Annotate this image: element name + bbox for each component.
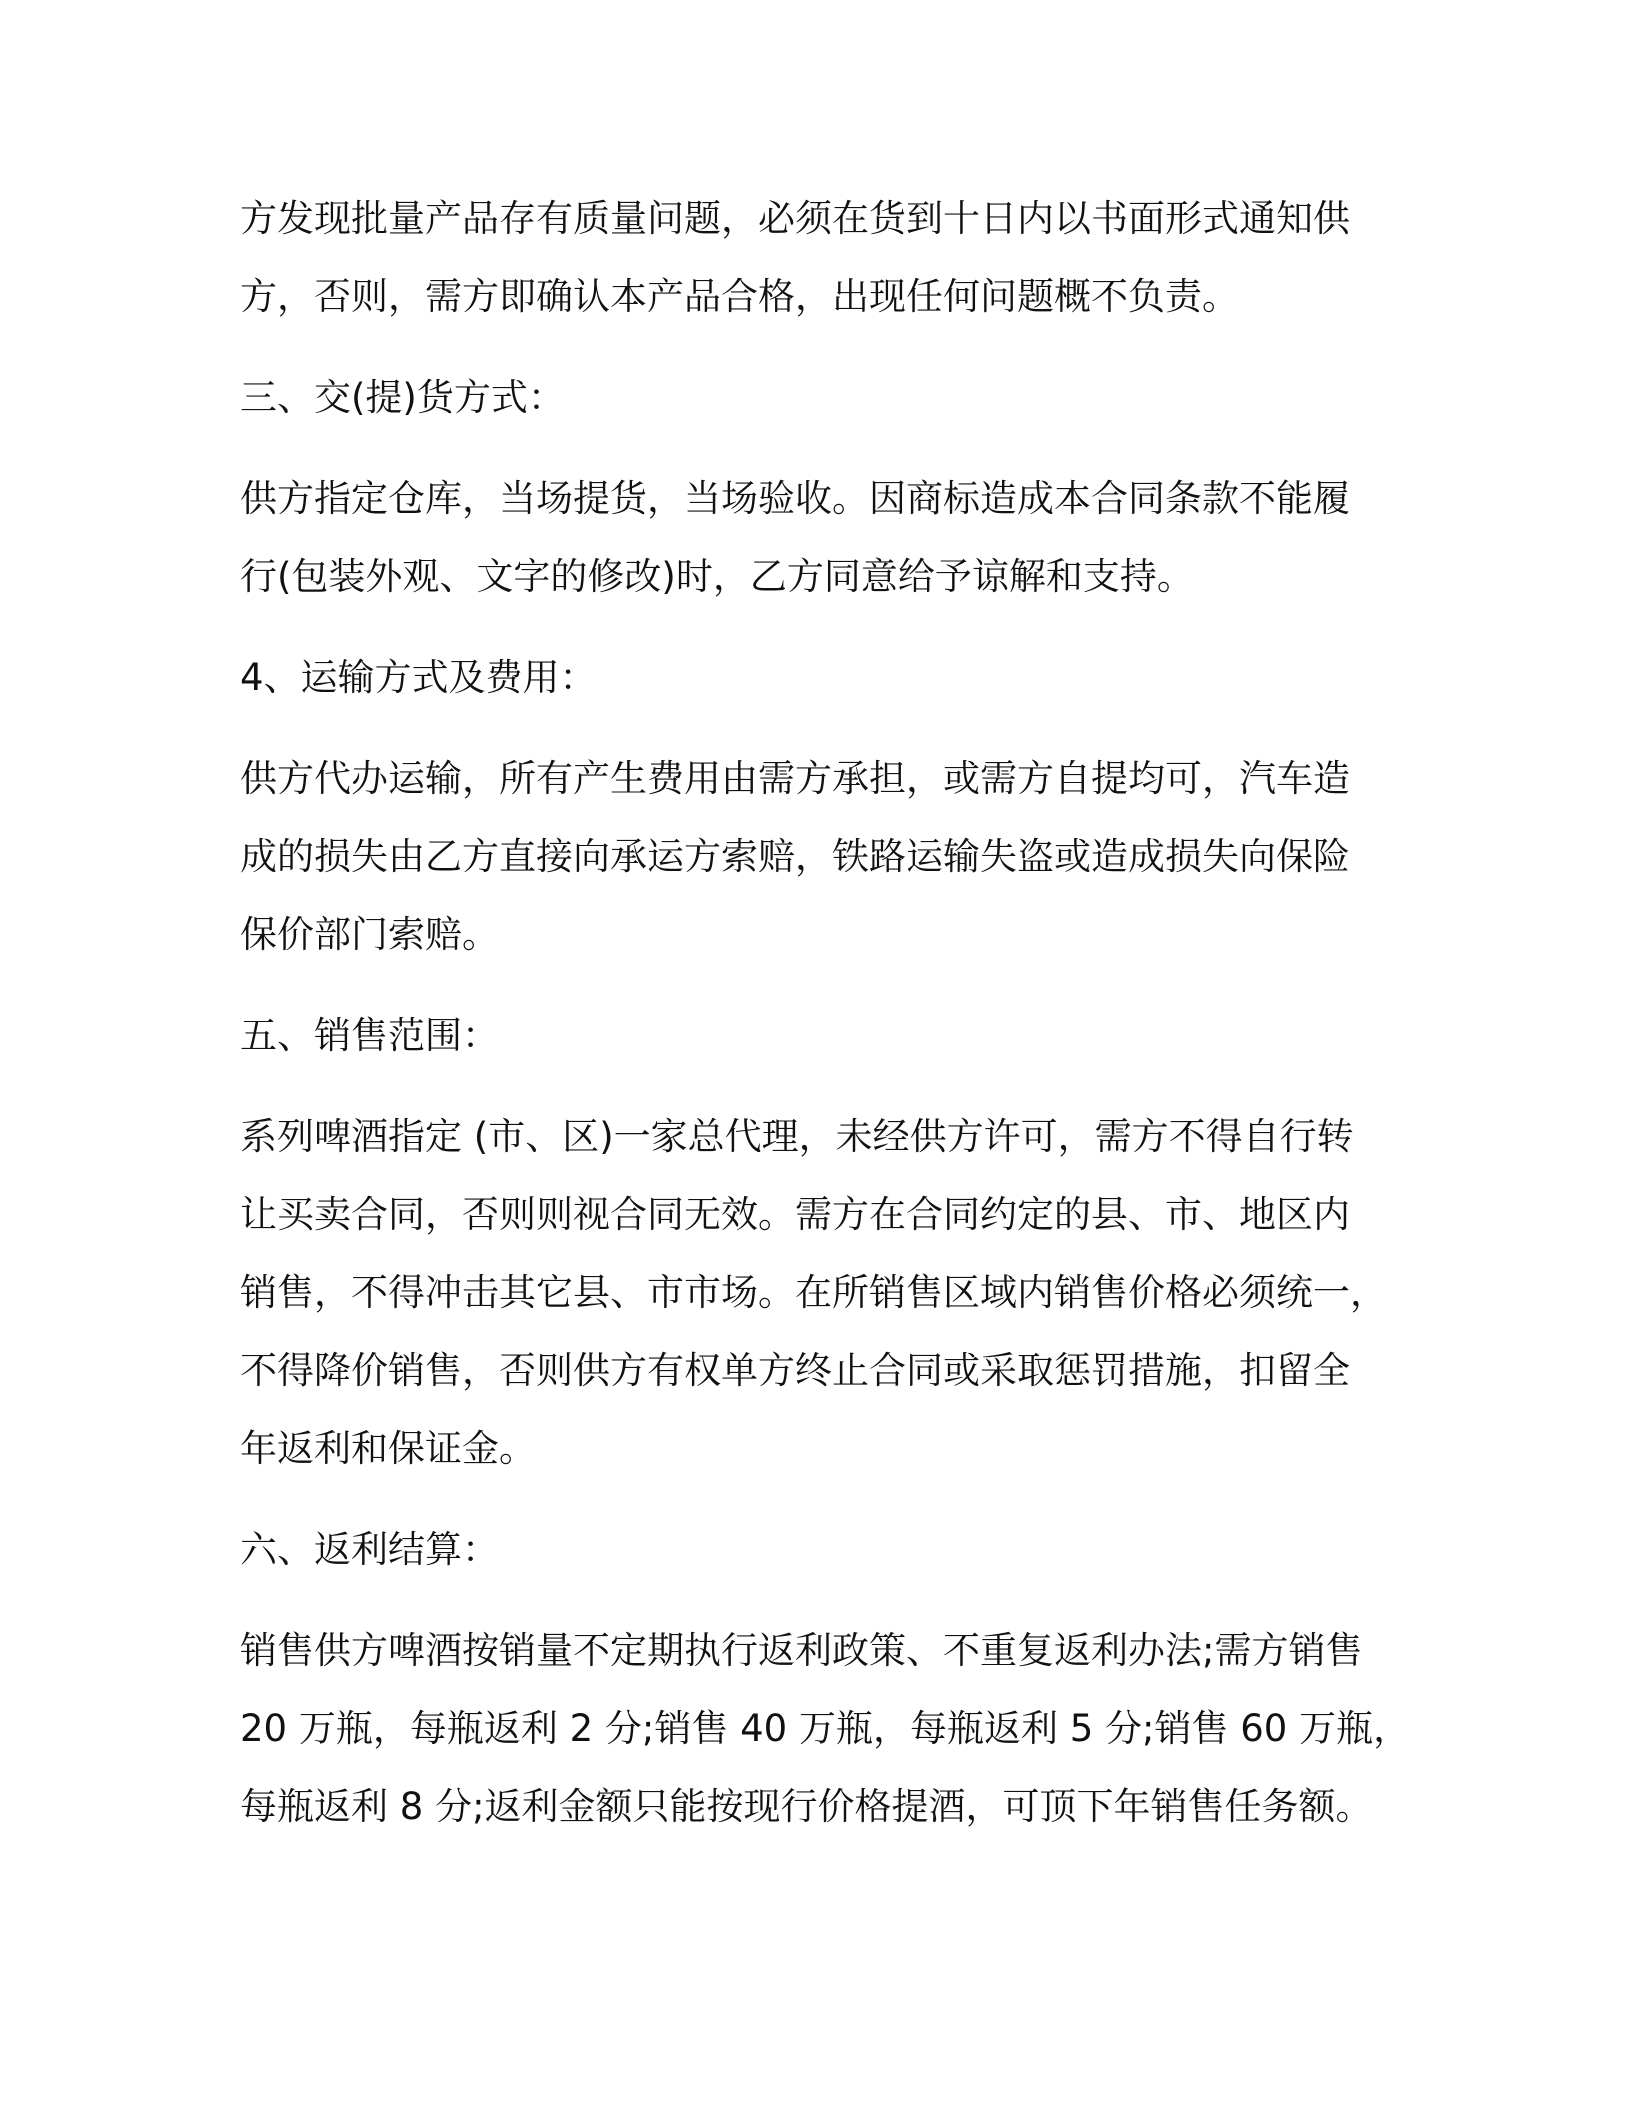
text-line: 供方代办运输，所有产生费用由需方承担，或需方自提均可，汽车造 <box>240 757 1350 800</box>
section-heading-rebate: 六、返利结算： <box>240 1528 499 1571</box>
text-line: 让买卖合同，否则则视合同无效。需方在合同约定的县、市、地区内 <box>240 1193 1350 1236</box>
text-line: 不得降价销售，否则供方有权单方终止合同或采取惩罚措施，扣留全 <box>240 1349 1350 1392</box>
text-line: 销售供方啤酒按销量不定期执行返利政策、不重复返利办法;需方销售 <box>240 1629 1363 1672</box>
text-line: 系列啤酒指定 (市、区)一家总代理，未经供方许可，需方不得自行转 <box>240 1115 1354 1158</box>
text-line: 供方指定仓库，当场提货，当场验收。因商标造成本合同条款不能履 <box>240 477 1350 520</box>
text-line: 方，否则，需方即确认本产品合格，出现任何问题概不负责。 <box>240 275 1239 318</box>
text-line: 20 万瓶，每瓶返利 2 分;销售 40 万瓶，每瓶返利 5 分;销售 60 万瓶， <box>240 1707 1411 1750</box>
text-line: 方发现批量产品存有质量问题，必须在货到十日内以书面形式通知供 <box>240 197 1350 240</box>
section-heading-transport: 4、运输方式及费用： <box>240 656 597 699</box>
paragraph-transport <box>240 740 1390 974</box>
text-line: 年返利和保证金。 <box>240 1427 536 1470</box>
text-line: 行(包装外观、文字的修改)时，乙方同意给予谅解和支持。 <box>240 555 1194 598</box>
section-heading-sales-scope: 五、销售范围： <box>240 1014 499 1057</box>
section-heading-delivery: 三、交(提)货方式： <box>240 376 565 419</box>
text-line: 保价部门索赔。 <box>240 913 499 956</box>
paragraph-quality-notice <box>240 180 1390 336</box>
text-line: 每瓶返利 8 分;返利金额只能按现行价格提酒，可顶下年销售任务额。 <box>240 1785 1373 1828</box>
paragraph-sales-scope <box>240 1098 1390 1488</box>
paragraph-rebate <box>240 1612 1411 1846</box>
text-line: 销售，不得冲击其它县、市市场。在所销售区域内销售价格必须统一， <box>240 1271 1387 1314</box>
document-body <box>240 180 1411 1846</box>
text-line: 成的损失由乙方直接向承运方索赔，铁路运输失盗或造成损失向保险 <box>240 835 1350 878</box>
paragraph-delivery <box>240 460 1390 616</box>
